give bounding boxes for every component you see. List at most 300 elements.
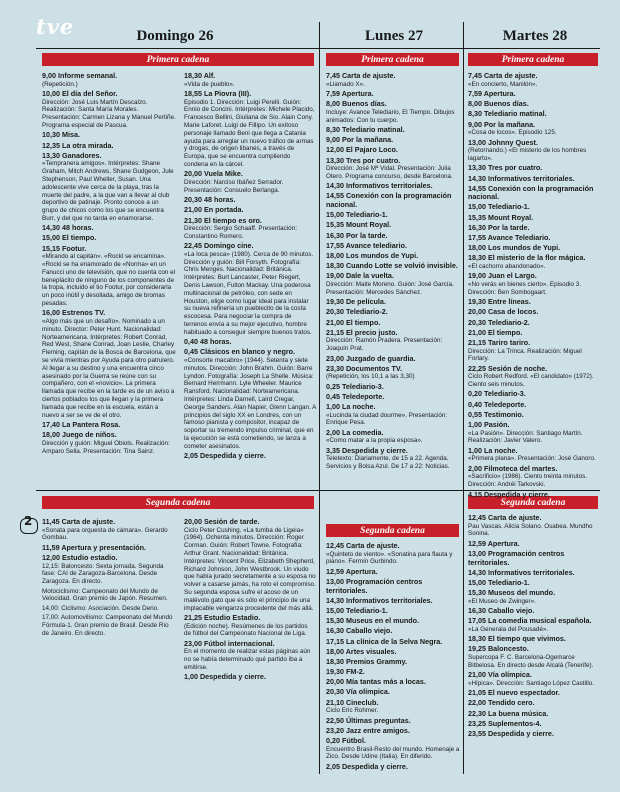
program-title: 20,00 Vuela Mike. [184,169,243,179]
program-title: 21,15 El precio justo. [326,327,398,337]
program-entry [468,100,600,109]
monday-segunda-col [326,542,460,773]
band-monday-primera: Primera cadena [326,53,459,66]
program-description: «El Museo de Zwinger». [468,597,536,605]
program-title: 21,00 El tiempo. [468,327,523,337]
program-entry [326,355,460,364]
program-title: 19,30 De película. [326,297,386,307]
program-title: 15,00 Telediario-1. [468,577,530,587]
program-title: 14,55 Conexión con la programación nacional. [468,183,594,202]
program-entry [326,763,460,772]
program-description: «Sonata para orquesta de cámara». Gerardo Gombau. [42,526,168,542]
tuesday-segunda-col [468,514,600,740]
program-entry [326,699,460,715]
program-description: «Consorte macabro» (1944). Setenta y siete minutos. Dirección: John Brahm. Guión: Barre Lyndon. Fotografía: Joseph La Shelle. Música: Bernard Herrmann. Lyle Wheeler. Maurice Ransford. Nacionalidad: Norteamericana. Intérpretes: Linda Darnell, Laird Cregar, George Sanders. Alan Napier, Glenn Langan. A principios del siglo XX en Londres, con un famoso pianista y compositor, incapaz de soportar su tremendo impulso criminal, que en la ejecución se está cometiendo, se lanza a cometer asesinatos. [184,357,316,450]
program-entry [468,203,600,212]
program-title: 19,00 Juan el Largo. [468,271,537,281]
program-title: 23,30 Documentos TV. [326,363,403,373]
program-entry [326,717,460,726]
program-title: 12,59 Apertura. [326,566,378,576]
program-title: 20,00 Mía tantas más a locas. [326,677,426,687]
program-title: 1,00 Pasión. [468,420,510,430]
program-title: 9,00 Por la mañana. [326,135,394,145]
program-entry [468,645,600,669]
program-entry [184,196,316,205]
program-entry [468,254,600,270]
program-entry [184,518,316,612]
program-entry [326,182,460,191]
program-entry [468,689,600,698]
program-description: Dirección: Maite Moreno. Guión: José García. Presentación: Mercedes Sánchez. [326,280,454,296]
program-entry [468,671,600,687]
program-entry [42,142,176,151]
sunday-primera-col1 [42,72,176,457]
program-entry [468,319,600,328]
program-title: 12,00 Estudio estadio. [42,552,118,562]
program-entry [326,568,460,577]
program-title: 0,40 Teledeporte. [468,399,527,409]
program-title: 21,10 Cineclub. [326,697,379,707]
program-title: 15,30 Museos del mundo. [468,588,556,598]
program-entry [326,648,460,657]
program-entry [326,298,460,307]
program-title: 14,30 Informativos territoriales. [326,181,433,191]
program-title: 18,30 El misterio de la flor mágica. [468,253,586,263]
program-title: 20,00 Casa de locos. [468,307,539,317]
program-entry [326,146,460,155]
program-title: 12,45 Carta de ajuste. [468,513,542,522]
program-entry [184,90,316,169]
tve-logo: tve [36,14,75,39]
program-entry [326,727,460,736]
program-title: 16,30 Caballo viejo. [326,626,393,636]
header-rule [36,48,600,49]
program-title: 1,00 La noche. [468,445,518,455]
program-title: 19,00 Dale la vuelta. [326,271,394,281]
program-title: 1,00 La noche. [326,402,376,412]
program-title: 18,30 El tiempo que vivimos. [468,634,566,644]
program-entry [468,214,600,223]
program-entry [326,329,460,353]
day-header-monday: Lunes 27 [365,27,423,44]
program-entry [42,431,176,455]
program-entry [468,491,600,500]
program-entry [326,688,460,697]
band-sunday-segunda: Segunda cadena [42,496,314,509]
program-title: 23,00 Fútbol internacional. [184,638,275,648]
program-title: 22,45 Domingo cine. [184,241,254,251]
program-entry [326,319,460,328]
program-title: 23,00 Juzgado de guardia. [326,353,416,363]
program-entry [326,627,460,636]
program-title: 13,30 Ganadores. [42,150,102,160]
program-description: «Lucinda la ciudad dourme». Presentación: Enrique Pesa. [326,411,448,427]
program-entry [42,421,176,430]
program-title: 23,25 Suplementos-4. [468,718,542,728]
program-entry [184,673,316,682]
program-title: 18,30 Alf. [184,71,216,80]
program-description: Motociclismo: Campeonato del Mundo de Velocidad. Gran premio de Japón. Resumen. [42,587,168,603]
program-entry [468,607,600,616]
program-entry [468,272,600,296]
program-entry [326,542,460,566]
program-title: 7,45 Carta de ajuste. [468,71,538,80]
program-title: 0,20 Fútbol. [326,735,366,745]
program-title: 9,00 Por la mañana. [468,119,536,129]
program-title: 13,00 Programación centros territoriales. [326,576,423,595]
program-entry [468,411,600,420]
program-entry [42,224,176,233]
program-description: En el momento de realizar estas páginas aún no se había determinado qué partido iba a emitirse. [184,648,311,671]
program-description: Encuentro Brasil-Resto del mundo. Homenaje a Zico. Desde Udine (Italia). En diferido. [326,745,460,761]
monday-primera-col [326,72,460,473]
band-tuesday-primera: Primera cadena [468,53,598,66]
program-entry [468,234,600,243]
program-description: «Como matar a la propia esposa». [326,437,423,445]
program-entry [326,221,460,230]
program-entry [326,737,460,761]
program-entry [468,465,600,489]
program-title: 19,25 Baloncesto. [468,644,529,654]
program-title: 15,00 Telediario-1. [326,605,388,615]
program-entry [468,339,600,363]
program-entry [326,308,460,317]
band-tuesday-segunda: Segunda cadena [468,496,598,509]
program-entry [468,72,600,88]
program-title: 11,45 Carta de ajuste. [42,517,116,526]
program-entry [326,597,460,606]
program-title: 2,00 La comedia. [326,427,384,437]
program-entry [184,217,316,241]
program-title: 14,30 Informativos territoriales. [326,595,433,605]
sunday-segunda-col1 [20,518,174,639]
program-description: (Edición noche). Resúmenes de los partidos de fútbol del Campeonato Nacional de Liga. [184,622,308,638]
program-title: 22,25 Sesión de noche. [468,363,548,373]
program-entry [468,514,600,538]
program-title: 22,00 Tendido cero. [468,698,535,708]
program-description: «Mirando al capitán». «Rockl se encamina». «Rockl se ha enamorado de «Norma» en un Fanucci uno de televisión, que no cuenta con el beneplácito de ninguno de los componentes de la tropa, incluido el tio Footur, por considerarla un poco inútil y desollada, amigo de bromas pesadas. [42,253,176,308]
program-title: 0,45 Teledeporte. [326,391,385,401]
program-description: «Primera plana». Presentación: José Ganoro. [468,455,596,463]
program-title: 15,30 Museus en el mundo. [326,616,420,626]
program-entry [468,730,600,739]
program-title: 7,59 Apertura. [326,88,374,98]
program-title: 8,00 Buenos días. [468,99,529,109]
program-entry [42,544,174,553]
program-description: «El cachorro abandonado». [468,263,546,270]
program-entry [326,232,460,241]
program-title: 0,55 Testimonio. [468,409,524,419]
program-entry [326,403,460,427]
program-entry [326,90,460,99]
program-description: «Sacrificio» (1986). Ciento treinta minutos. Dirección: Andréi Tarkovski. [468,473,587,489]
program-entry [184,348,316,450]
program-entry [468,710,600,719]
program-title: 10,30 Misa. [42,130,80,140]
day-header-sunday: Domingo 26 [136,27,214,44]
sunday-segunda-col2 [184,518,316,684]
program-title: 13,30 Tres por cuatro. [326,155,401,165]
program-entry [326,242,460,251]
program-description: Dirección: José Mª Vidal. Presentación: Julia Otero. Programa concurso, desde Barcelona. [326,165,453,180]
program-entry [326,658,460,667]
program-entry [42,234,176,243]
program-title: 21,00 Vía olímpica. [468,670,532,680]
program-entry [326,393,460,402]
program-description: «En concierto, Manilón». [468,80,538,88]
program-title: 2,05 Despedida y cierre. [326,761,408,771]
program-entry [468,540,600,549]
program-entry [468,699,600,708]
program-title: 23,20 Jazz entre amigos. [326,725,410,735]
program-title: 16,30 Por la tarde. [468,222,530,232]
program-description: «La Pasión». Dirección: Santiago Martín. Realización: Javier Valero. [468,429,583,445]
program-entry [326,383,460,392]
program-title: 17,40 La Pantera Rosa. [42,419,121,429]
program-title: 19,30 Entre líneas. [468,297,531,307]
program-entry [42,588,174,604]
program-entry [468,635,600,644]
program-description: Ciclo Peter Cushing. «La tumba de Ligeia» (1964). Ochenta minutos. Dirección: Roger Corman. Guión: Robert Towne. Fotografía: Arthur Grant. Nacionalidad: Británica. Intérpretes: Vincent Price, Elizabeth Shepherd, Richard Johnson, John Westbrook. Un viudo que había jurado secretamente a su esposa no volver a casarse jamás, ha roto el compromiso. Su segunda esposa sufre el acoso de un malévolo gato que es sólo el principio de una implacable venganza procedente del más allá. [184,526,316,612]
program-description: 12,15: Baloncesto: Sexta jornada. Segunda fase: CAI de Zaragoza-Barcelona. Desde Zaragoza. En directo. [42,562,164,586]
program-title: 0,25 Telediario-3. [326,381,384,391]
program-entry [42,152,176,223]
band-sunday-primera: Primera cadena [42,53,314,66]
program-description: «Tempranera amigos». Intérpretes: Shane Graham, Mitch Andrews, Shane Gudgeon, Jule Stephenson, Paul Wheller, Susan. Una adolescente vive cerca de la playa, tras la muerte del padre, a la que van a llevar al club deportivo de patinaje. Pronto conoce a un grupo de chicos como los que se encuentra Burr, y del que no tarda en enamorarse. [42,160,174,222]
program-description: Teletexto: Diariamente, de 15 a 22. Agenda. Servicios y Bolsa Azul. De 17 a 22: Noticias. [326,455,450,471]
program-entry [42,614,174,637]
program-title: 14,30 48 horas. [42,223,94,233]
program-entry [468,579,600,588]
program-entry [42,131,176,140]
program-title: 20,30 Telediario-2. [468,317,530,327]
program-description: Dirección: Ramón Pradera. Presentación: Joaquín Prat. [326,337,443,353]
program-title: 14,30 Informativos territoriales. [468,567,575,577]
program-entry [468,164,600,173]
program-title: 12,35 La otra mirada. [42,140,114,150]
program-entry [184,242,316,336]
program-entry [468,244,600,253]
program-description: Ciclo Eric Rohmer. [326,707,379,715]
program-description: Dirección: Sergio Schaaff. Presentación: Constantino Romero. [184,225,297,240]
program-entry [42,90,176,130]
program-title: 0,40 48 horas. [184,337,232,347]
sunday-primera-col2 [184,72,316,462]
program-description: (Repetición, los 10,1 a las 3,30) [326,373,415,381]
program-title: 18,00 Artes visuales. [326,646,397,656]
program-title: 13,00 Programación centros territoriales. [468,548,565,567]
program-title: 20,30 Telediario-2. [326,307,388,317]
program-description: Supercopa F. C. Barcelona-Ogemarce Bitbelosa. En directo desde Alcalá (Tenerife). [468,654,594,669]
program-entry [184,614,316,638]
program-title: 0,45 Clásicos en blanco y negro. [184,347,296,357]
program-entry [326,192,460,209]
program-description: «Hípica». Dirección: Santiago López Castillo. [468,679,595,687]
program-title: 18,55 La Piovra (III). [184,88,252,98]
program-entry [326,617,460,626]
program-title: 18,00 Juego de niños. [42,430,117,440]
program-entry [184,72,316,88]
program-entry [326,607,460,616]
program-entry [184,206,316,215]
program-title: 12,45 Carta de ajuste. [326,541,400,550]
band-monday-segunda: Segunda cadena [326,524,459,537]
program-title: 10,00 El día del Señor. [42,88,118,98]
program-entry [326,126,460,135]
program-title: 7,59 Apertura. [468,88,516,98]
program-title: 15,35 Mount Royal. [326,220,392,230]
program-entry [468,617,600,633]
program-entry [42,72,176,88]
program-title: 15,15 Footur. [42,243,87,253]
program-entry [468,90,600,99]
program-entry [184,640,316,672]
program-entry [468,720,600,729]
program-description: «La Generala del Pousadé». [468,625,549,633]
program-entry [326,262,460,271]
program-title: 13,00 Johnny Quest. [468,137,538,147]
program-entry [42,554,174,586]
program-title: 2,00 Filmoteca del martes. [468,463,558,473]
program-description: «No verás en bienes cierto». Episodio 3. Dirección: Ben Sombogaart. [468,280,582,296]
program-title: 9,00 Informe semanal. [42,71,118,80]
program-title: 17,55 Avance Telediario. [468,233,551,243]
program-description: Pau Vascas. Alicia Solano. Osabea. Mundho Sonina. [468,522,593,538]
program-title: 7,45 Carta de ajuste. [326,71,396,80]
program-entry [326,668,460,677]
program-title: 21,00 En portada. [184,205,244,215]
program-entry [468,329,600,338]
program-entry [468,569,600,578]
program-entry [468,185,600,202]
program-entry [326,252,460,261]
program-title: 11,59 Apertura y presentación. [42,542,146,552]
day-header-tuesday: Martes 28 [502,27,568,44]
program-title: 13,30 Tres por cuatro. [468,163,543,173]
program-entry [326,578,460,595]
program-title: 14,30 Informativos territoriales. [468,173,575,183]
program-description: Dirección: José Luis Martín Descalzo. Realización: Santa María Morales. Presentación: Carmen Lizana y Manuel Pertiñe. Programa especial de Pascua. [42,98,176,129]
program-title: 18,30 Premios Grammy. [326,656,407,666]
program-entry [468,589,600,605]
program-title: 0,20 Telediario-3. [468,389,526,399]
program-entry [468,175,600,184]
program-entry [468,298,600,307]
program-title: 16,00 Estrenos TV. [42,308,106,318]
program-entry [326,211,460,220]
program-entry [326,136,460,145]
program-title: 21,30 El tiempo es oro. [184,215,262,225]
program-title: 22,30 La buena música. [468,708,549,718]
program-entry [468,447,600,463]
program-title: 21,05 El nuevo espectador. [468,688,560,698]
program-title: 15,00 Telediario-1. [468,202,530,212]
program-entry [326,678,460,687]
column-divider [463,22,464,774]
program-entry [468,308,600,317]
program-entry [184,452,316,461]
program-description: «Vida de pueblo». [184,80,235,88]
program-title: 18,00 Los mundos de Yupi. [326,251,419,261]
canal-2-icon [20,518,38,534]
program-title: 20,30 Vía olímpica. [326,687,390,697]
program-description: Episodio 1. Dirección: Luigi Perelli. Guión: Ennio de Concini. Intérpretes: Michele Placido, Francesco Bellini, Giuliana de Sio. Alain Cony. Marie Laforet. Luigi de Fillipo. Un exitoso personaje llamado Beni que llega a Catania ayuda para arreglar un nuevo tráfico de armas y drogas, de origen libanés, a través de Europa, que se encuentra cumpliendo condena en la cárcel. [184,98,315,168]
program-entry [42,605,174,613]
program-entry [468,390,600,399]
program-title: 14,55 Conexión con la programación nacional. [326,191,452,210]
program-description: (Repetición.) [42,80,78,88]
program-entry [326,72,460,88]
program-entry [42,518,174,542]
program-description: 17,00: Automovilismo: Campeonato del Mundo Fórmula-1. Gran premio de Brasil. Desde Río de Janeiro. En directo. [42,614,173,637]
program-description: Incluye: Avance Telediario, El Tiempo. Dibujos animados: Con tu cuerpo. [326,108,455,124]
program-title: 20,00 Sesión de tarde. [184,517,260,526]
program-description: «Algo más que un desafío». Nominado a un minuto. Director: Peter Hunt. Nacionalidad: Norteamericana. Intérpretes: Robert Conrad, Red West, Shane Conrad, Joan Leslie, Charley Fleming, capitán de la Bosca de Barcelona, que se vivía mientras por Ayuda para otro patrulero. Al llegar a su destino y una encuentra cinco asesinado por la Guerra se reúne con su compañero, con el «novicio». La primera llamada que recibe en la tarde es de un aviso a ciertos poblados los que llegan y la primera llamada que recibe en la escuela, están a nuevo a ser se ve de el otro. [42,318,176,419]
program-title: 16,30 Por la tarde. [326,230,388,240]
program-title: 21,25 Estudio Estadio. [184,612,261,622]
program-title: 19,30 FM-2. [326,667,365,677]
program-title: 4,15 Despedida y cierre. [468,489,550,499]
program-entry [326,638,460,647]
program-title: 20,30 48 horas. [184,195,236,205]
program-entry [326,272,460,296]
program-description: Dirección y guión: Miguel Obiols. Realización: Amparo Sella. Presentación: Tina Sainz. [42,439,170,455]
program-title: 22,50 Últimas preguntas. [326,715,411,725]
program-entry [468,421,600,445]
program-entry [326,157,460,181]
program-entry [468,121,600,137]
program-entry [468,110,600,119]
program-entry [326,447,460,471]
program-title: 23,55 Despedida y cierre. [468,728,554,738]
program-description: 14,00: Ciclismo: Asociación. Desde Derio. [42,604,159,612]
program-entry [468,365,600,389]
program-title: 12,00 El Pajaro Loco. [326,145,398,155]
program-title: 21,15 Tariro tariro. [468,337,531,347]
tuesday-primera-col [468,72,600,501]
program-title: 12,59 Apertura. [468,538,520,548]
program-title: 8,30 Telediario matinal. [326,124,405,134]
program-description: Ciclo Robert Redford. «El candidato» (1972). Ciento seis minutos. [468,373,594,389]
program-description: Dirección: Narciso Ibáñez Serrador. Presentación: Consuelo Berlanga. [184,178,284,194]
program-title: 8,30 Telediario matinal. [468,109,547,119]
program-title: 1,00 Despedida y cierre. [184,672,266,682]
program-entry [326,100,460,124]
program-title: 16,30 Caballo viejo. [468,606,535,616]
program-title: 2,05 Despedida y cierre. [184,451,266,461]
program-title: 21,00 El tiempo. [326,317,381,327]
program-title: 8,00 Buenos días. [326,99,387,109]
program-entry [326,365,460,381]
program-title: 18,30 Cuando Lotte se volvió invisible. [326,261,458,271]
column-divider [319,22,320,774]
program-title: 3,35 Despedida y cierre. [326,445,408,455]
program-title: 17,55 Avance telediario. [326,240,407,250]
program-entry [42,309,176,419]
program-description: «Llamado X». [326,80,365,88]
program-entry [468,550,600,567]
program-title: 15,00 Telediario-1. [326,210,388,220]
program-entry [42,245,176,308]
program-description: «La loca pesca» (1980). Cerca de 90 minutos. Dirección y guión: Bill Forsyth. Fotografía: Chris Menges. Nacionalidad: Británica. Intérpretes: Burt Lancaster, Peter Riegert, Denis Lawson, Fulton Mackay. Una poderosa multinacional de petróleo, con sede en Houston, elige como lugar ideal para instalar su nueva refinería un pueblecito de la costa escocesa. Para negociar la compra de terrenos envía a su mejor ejecutivo, hombre habituado a conseguir siempre buenos tratos. [184,250,314,336]
program-title: 15,35 Mount Royal. [468,212,534,222]
program-description: Dirección: La Trinca. Realización: Miguel Forlary. [468,347,582,363]
program-title: 17,05 La comedia musical española. [468,616,592,626]
program-description: «Cosa de locos». Episodio 125. [468,129,557,137]
program-entry [468,401,600,410]
program-title: 18,00 Los mundos de Yupi. [468,243,561,253]
program-entry [326,429,460,445]
